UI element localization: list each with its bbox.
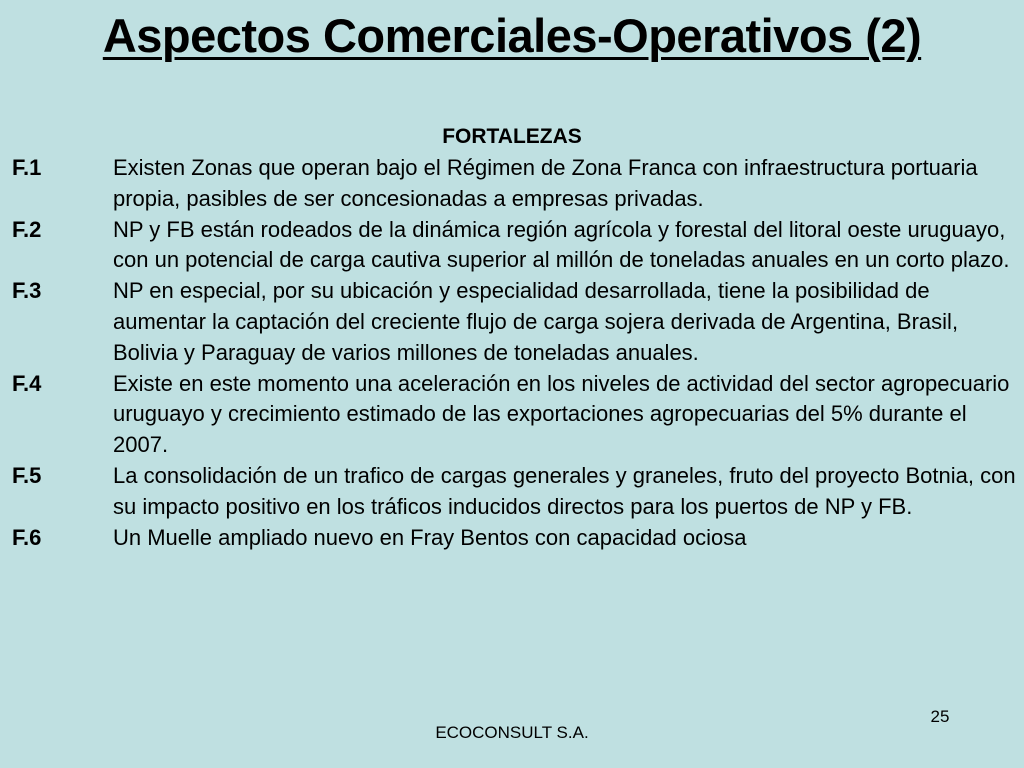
item-text: NP en especial, por su ubicación y especialidad desarrollada, tiene la posibilidad de aumentar la captación del creciente flujo de carga sojera derivada de Argentina, Brasil, Bolivia y Paraguay de varios millones de toneladas anuales.	[113, 278, 959, 365]
item-code: F.6	[12, 524, 42, 550]
list-item-f6	[12, 523, 1017, 554]
item-code: F.4	[12, 370, 42, 396]
page-number: 25	[930, 707, 950, 726]
item-text: La consolidación de un trafico de cargas generales y graneles, fruto del proyecto Botnia, con su impacto positivo en los tráficos inducidos directos para los puertos de NP y FB.	[113, 462, 1016, 519]
list-item-f1	[12, 153, 1017, 215]
list-item-f3	[12, 276, 1017, 368]
item-code: F.3	[12, 278, 42, 304]
item-text: Existen Zonas que operan bajo el Régimen de Zona Franca con infraestructura portuaria propia, pasibles de ser concesionadas a empresas privadas.	[113, 155, 978, 211]
item-text: Existe en este momento una aceleración en los niveles de actividad del sector agropecuario uruguayo y crecimiento estimado de las exportaciones agropecuarias del 5% durante el 2007.	[113, 370, 1010, 458]
slide-title	[0, 6, 1024, 66]
item-code: F.1	[12, 155, 42, 180]
item-code: F.5	[12, 462, 42, 488]
strengths-list	[12, 153, 1017, 553]
list-item-f4	[12, 369, 1017, 461]
item-text: NP y FB están rodeados de la dinámica región agrícola y forestal del litoral oeste uruguayo, con un potencial de carga cautiva superior al millón de toneladas anuales en un corto plazo.	[113, 216, 1010, 273]
slide-title-text: Aspectos Comerciales-Operativos (2)	[102, 9, 922, 62]
section-heading: FORTALEZAS	[442, 125, 582, 148]
list-item-f2	[12, 215, 1017, 277]
item-code: F.2	[12, 216, 42, 242]
item-text: Un Muelle ampliado nuevo en Fray Bentos con capacidad ociosa	[113, 524, 747, 550]
list-item-f5	[12, 461, 1017, 523]
footer-company: ECOCONSULT S.A.	[435, 723, 589, 742]
